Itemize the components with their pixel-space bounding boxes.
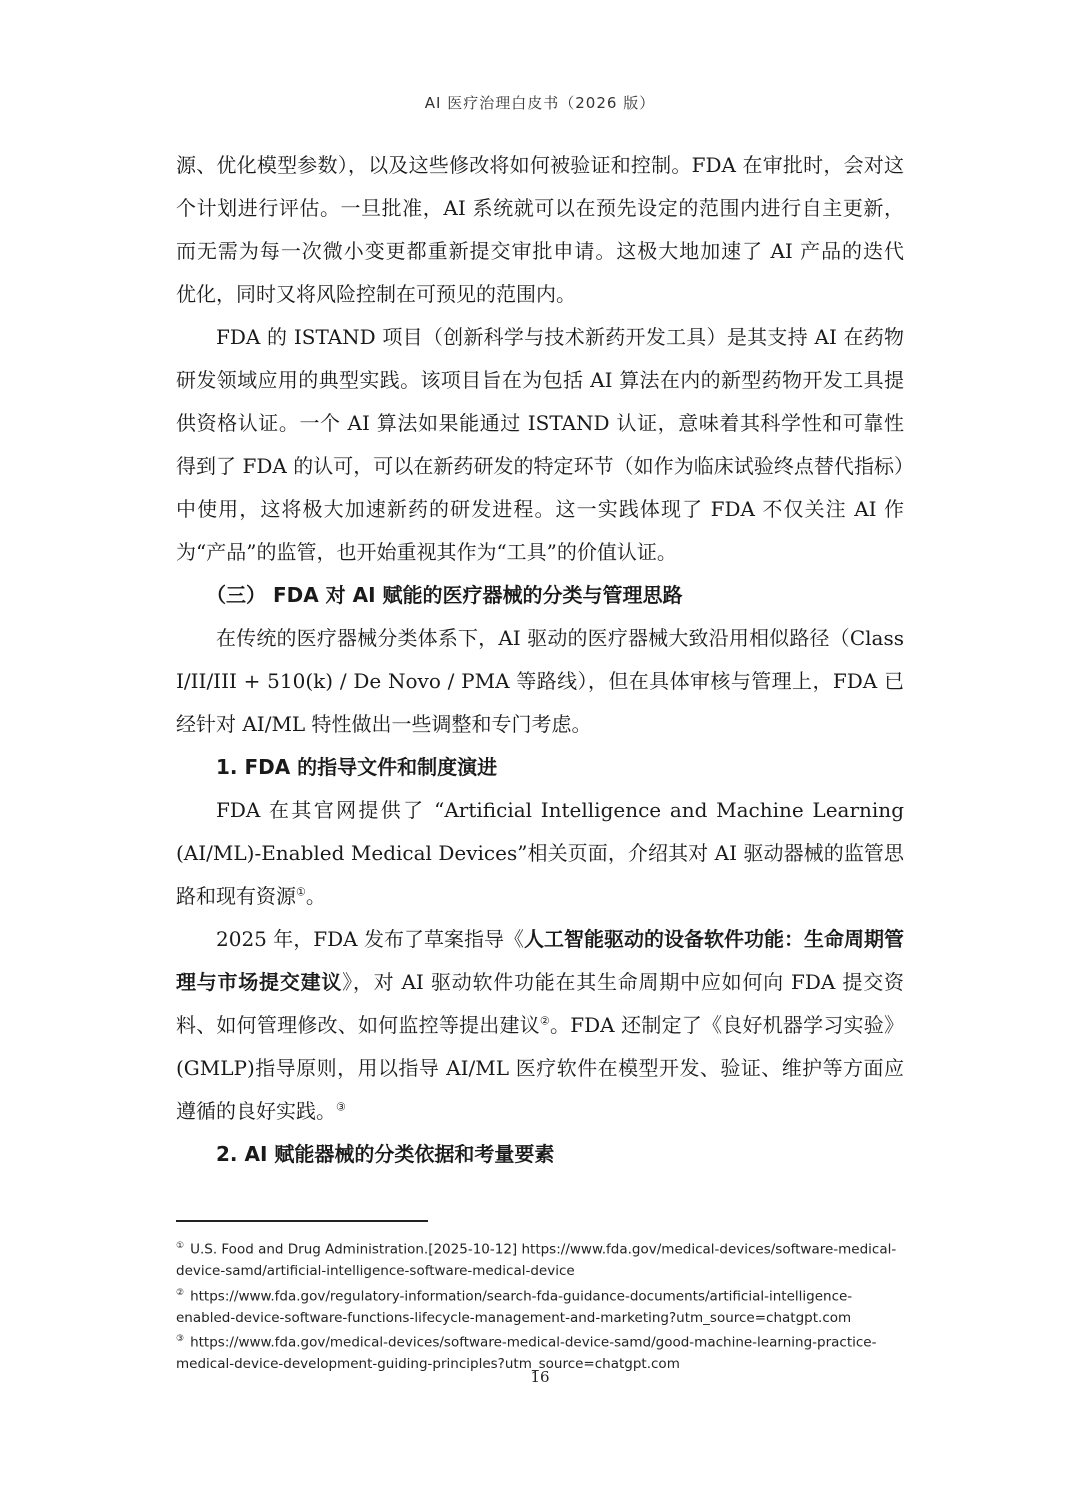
paragraph-fda-website (176, 789, 904, 918)
text-line: 而无需为每一次微小变更都重新提交审批申请。这极大地加速了 AI 产品的迭代 (176, 239, 904, 263)
paragraph-continued (176, 144, 904, 316)
section-heading: （三） FDA 对 AI 赋能的医疗器械的分类与管理思路 (206, 583, 683, 607)
paragraph-draft-guidance (176, 918, 904, 1133)
guidance-title: 人工智能驱动的设备软件功能：生命周期管理与市场提交建议 (176, 927, 905, 994)
paragraph-text: 》，对 AI 驱动软件功能在其生命周期中应如何向 FDA 提交资料、如何管理修改、如何监控等提出建议 (176, 970, 904, 1037)
text-line: 优化，同时又将风险控制在可预见的范围内。 (176, 282, 576, 306)
paragraph-text: 2025 年，FDA 发布了草案指导《 (216, 927, 524, 951)
footnote-mark: ① (176, 1241, 185, 1251)
paragraph-text: 。 (305, 884, 326, 908)
footnote-divider (176, 1220, 428, 1222)
footnote-text[interactable]: https://www.fda.gov/medical-devices/software-medical-device-samd/good-machine-learning-practice-medical-device-development-guiding-principles?utm_source=chatgpt.com (176, 1334, 877, 1372)
subsection-heading-1: 1. FDA 的指导文件和制度演进 (216, 755, 498, 779)
footnote-mark: ③ (176, 1334, 185, 1344)
page-number: 16 (530, 1368, 550, 1386)
paragraph-classification: 在传统的医疗器械分类体系下，AI 驱动的医疗器械大致沿用相似路径（Class I/II/III + 510(k) / De Novo / PMA 等路线），但在具体审核与管理上，FDA 已经针对 AI/ML 特性做出一些调整和专门考虑。 (176, 626, 904, 736)
paragraph-text: 。FDA 还制定了《良好机器学习实验》(GMLP)指导原则，用以指导 AI/ML 医疗软件在模型开发、验证、维护等方面应遵循的良好实践。 (176, 1013, 904, 1123)
footnote-ref-2[interactable]: ② (539, 1014, 551, 1028)
footnote-item (176, 1236, 904, 1283)
paragraph-istand: FDA 的 ISTAND 项目（创新科学与技术新药开发工具）是其支持 AI 在药物研发领域应用的典型实践。该项目旨在为包括 AI 算法在内的新型药物开发工具提供资格认证。一个 AI 算法如果能通过 ISTAND 认证，意味着其科学性和可靠性得到了 FDA 的认可，可以在新药研发的特定环节（如作为临床试验终点替代指标）中使用，这将极大加速新药的研发进程。这一实践体现了 FDA 不仅关注 AI 作为“产品”的监管，也开始重视其作为“工具”的价值认证。 (176, 325, 904, 564)
footnote-text[interactable]: https://www.fda.gov/regulatory-information/search-fda-guidance-documents/artificial-intelligence-enabled-device-software-functions-lifecycle-management-and-marketing?utm_source=chatgpt.com (176, 1288, 853, 1326)
running-header: AI 医疗治理白皮书（2026 版） (424, 94, 656, 112)
footnote-text[interactable]: U.S. Food and Drug Administration.[2025-10-12] https://www.fda.gov/medical-devices/software-medical-device-samd/artificial-intelligence-software-medical-device (176, 1241, 897, 1279)
footnote-mark: ② (176, 1287, 185, 1298)
paragraph-text: FDA 在其官网提供了 “Artificial Intelligence and Machine Learning (AI/ML)-Enabled Medical Devices”相关页面，介绍其对 AI 驱动器械的监管思路和现有资源 (176, 798, 904, 908)
footnotes (176, 1236, 904, 1376)
footnote-ref-1[interactable]: ① (296, 885, 306, 899)
footnote-item (176, 1283, 904, 1330)
footnote-ref-3[interactable]: ③ (336, 1100, 346, 1114)
page-body (176, 144, 904, 1176)
subsection-heading-2: 2. AI 赋能器械的分类依据和考量要素 (216, 1142, 555, 1166)
text-line: 源、优化模型参数），以及这些修改将如何被验证和控制。FDA 在审批时，会对这 (176, 153, 904, 177)
text-line: 个计划进行评估。一旦批准，AI 系统就可以在预先设定的范围内进行自主更新， (176, 196, 904, 220)
